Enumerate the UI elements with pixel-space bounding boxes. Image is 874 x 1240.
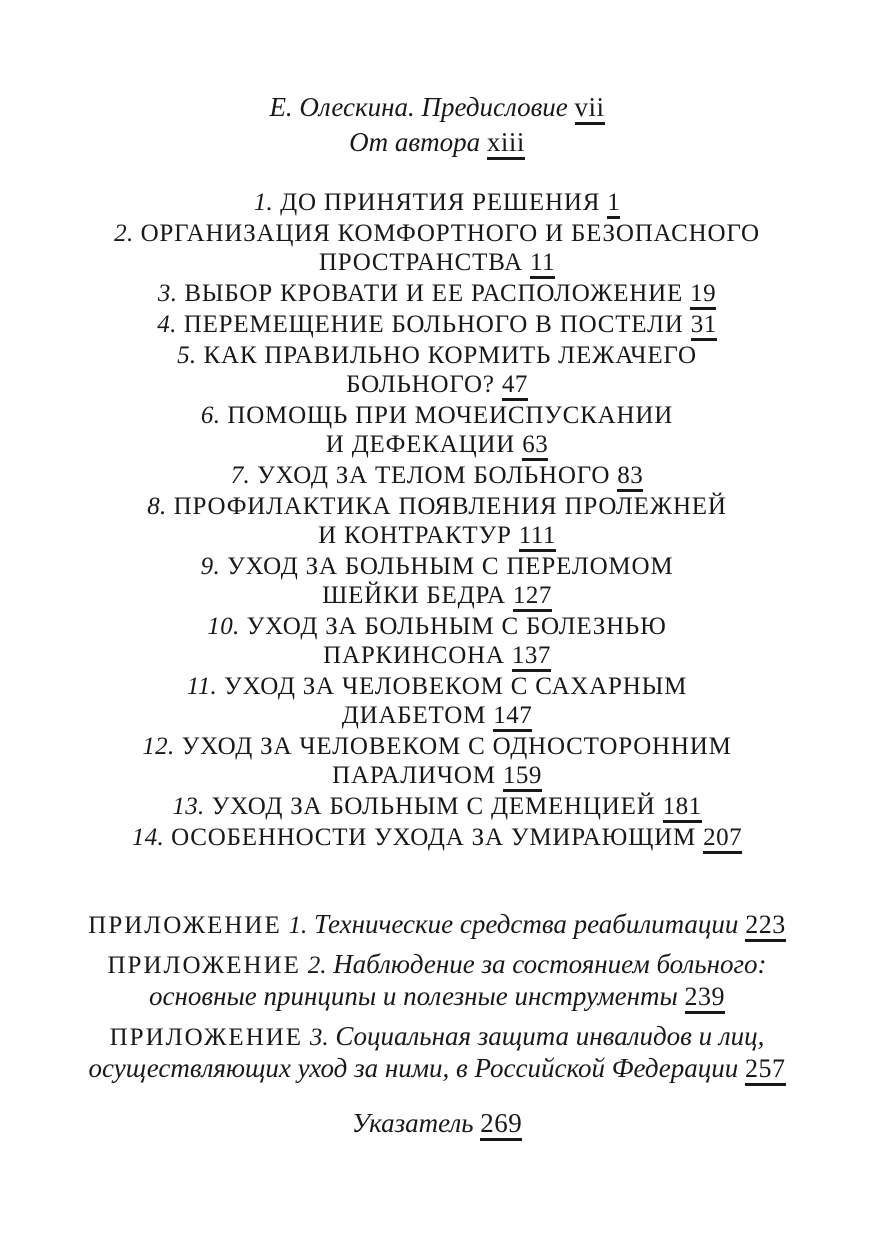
appendix-label: ПРИЛОЖЕНИЕ	[88, 912, 282, 939]
chapter-entry	[0, 672, 874, 732]
appendix-entry	[0, 1021, 874, 1086]
chapter-title: ПАРКИНСОНА	[323, 642, 505, 669]
chapter-title: ОСОБЕННОСТИ УХОДА ЗА УМИРАЮЩИМ	[171, 824, 696, 851]
page-link[interactable]: 83	[617, 463, 643, 492]
chapter-title: ПРОФИЛАКТИКА ПОЯВЛЕНИЯ ПРОЛЕЖНЕЙ	[173, 493, 727, 520]
page-link[interactable]: vii	[575, 94, 605, 125]
chapter-line	[0, 341, 874, 370]
appendix-number: 2.	[307, 952, 327, 979]
page-link[interactable]: 239	[685, 984, 726, 1014]
chapter-line	[0, 279, 874, 310]
appendix-title: Технические средства реабилитации	[314, 909, 739, 939]
chapter-number: 9.	[200, 553, 220, 580]
chapter-number: 10.	[207, 613, 240, 640]
chapter-line	[0, 792, 874, 823]
page-link[interactable]: 11	[530, 250, 555, 279]
chapter-title: ПОМОЩЬ ПРИ МОЧЕИСПУСКАНИИ	[227, 402, 674, 429]
chapter-entry	[0, 732, 874, 792]
frontmatter	[0, 90, 874, 160]
chapter-line	[0, 761, 874, 792]
chapter-entry	[0, 492, 874, 552]
chapter-line	[0, 581, 874, 612]
page-link[interactable]: 181	[663, 794, 702, 823]
chapter-title: ШЕЙКИ БЕДРА	[322, 582, 506, 609]
page-link[interactable]: 19	[690, 281, 716, 310]
page-link[interactable]: 127	[513, 583, 552, 612]
chapter-number: 4.	[157, 311, 177, 338]
page-link[interactable]: 47	[502, 372, 528, 401]
chapter-entry	[0, 612, 874, 672]
page-link[interactable]: 111	[519, 523, 556, 552]
chapter-line	[0, 612, 874, 641]
chapter-entry	[0, 823, 874, 854]
chapter-line	[0, 641, 874, 672]
frontmatter-entry	[0, 90, 874, 125]
chapter-line	[0, 310, 874, 341]
chapter-line	[0, 672, 874, 701]
page-link[interactable]: 207	[703, 825, 742, 854]
index-entry	[0, 1108, 874, 1141]
page-link[interactable]: 223	[745, 912, 786, 942]
appendix-number: 1.	[288, 912, 308, 939]
page-link[interactable]: 257	[745, 1056, 786, 1086]
chapter-number: 7.	[230, 462, 251, 489]
chapter-line	[0, 430, 874, 461]
page-link[interactable]: 269	[480, 1110, 522, 1141]
appendix-label: ПРИЛОЖЕНИЕ	[107, 952, 301, 979]
chapter-number: 11.	[186, 673, 218, 700]
chapter-title: УХОД ЗА БОЛЬНЫМ С ДЕМЕНЦИЕЙ	[211, 793, 656, 820]
appendix-title: Социальная защита инвалидов и лиц,	[335, 1021, 765, 1051]
chapter-line	[0, 248, 874, 279]
chapter-entry	[0, 341, 874, 401]
page-link[interactable]: 31	[691, 312, 717, 341]
index-title: Указатель	[351, 1108, 474, 1138]
chapter-number: 6.	[200, 402, 221, 429]
chapter-line	[0, 401, 874, 430]
frontmatter-entry	[0, 125, 874, 160]
chapter-line	[0, 823, 874, 854]
page-link[interactable]: 63	[522, 432, 548, 461]
chapter-line	[0, 219, 874, 248]
chapter-number: 5.	[177, 342, 197, 369]
chapter-entry	[0, 461, 874, 492]
chapter-title: ДО ПРИНЯТИЯ РЕШЕНИЯ	[280, 189, 601, 216]
chapter-line	[0, 552, 874, 581]
chapter-number: 3.	[157, 280, 178, 307]
page-link[interactable]: 137	[512, 643, 551, 672]
chapter-title: БОЛЬНОГО?	[346, 371, 495, 398]
chapter-entry	[0, 401, 874, 461]
chapter-number: 8.	[147, 493, 167, 520]
chapter-number: 2.	[114, 220, 134, 247]
chapter-entry	[0, 792, 874, 823]
appendix-title: основные принципы и полезные инструменты	[148, 981, 678, 1011]
page-link[interactable]: 1	[607, 190, 620, 219]
chapter-title: ВЫБОР КРОВАТИ И ЕЕ РАСПОЛОЖЕНИЕ	[184, 280, 684, 307]
chapter-line	[0, 732, 874, 761]
chapter-title: УХОД ЗА ЧЕЛОВЕКОМ С ОДНОСТОРОННИМ	[181, 733, 732, 760]
chapter-title: И ДЕФЕКАЦИИ	[325, 431, 516, 458]
chapter-line	[0, 370, 874, 401]
chapter-line	[0, 492, 874, 521]
appendix-title: Наблюдение за состоянием больного:	[333, 949, 767, 979]
appendix-label: ПРИЛОЖЕНИЕ	[109, 1024, 304, 1051]
chapter-title: И КОНТРАКТУР	[318, 522, 512, 549]
appendix-line	[0, 949, 874, 981]
chapter-entry	[0, 219, 874, 279]
chapter-list	[0, 188, 874, 854]
chapter-title: ПРОСТРАНСТВА	[318, 249, 523, 276]
chapter-title: УХОД ЗА ЧЕЛОВЕКОМ С САХАРНЫМ	[224, 673, 688, 700]
chapter-number: 14.	[131, 824, 165, 851]
page-link[interactable]: xiii	[487, 129, 525, 160]
appendix-entry	[0, 909, 874, 942]
page-link[interactable]: 147	[493, 703, 532, 732]
chapter-line	[0, 701, 874, 732]
chapter-line	[0, 521, 874, 552]
chapter-entry	[0, 188, 874, 219]
chapter-number: 12.	[142, 733, 175, 760]
appendix-line	[0, 1053, 874, 1086]
chapter-title: УХОД ЗА БОЛЬНЫМ С БОЛЕЗНЬЮ	[246, 613, 667, 640]
chapter-line	[0, 188, 874, 219]
chapter-title: УХОД ЗА ТЕЛОМ БОЛЬНОГО	[257, 462, 611, 489]
chapter-number: 1.	[253, 189, 274, 216]
appendix-line	[0, 1021, 874, 1053]
appendix-number: 3.	[309, 1024, 329, 1051]
chapter-line	[0, 461, 874, 492]
appendix-entry	[0, 949, 874, 1014]
chapter-entry	[0, 552, 874, 612]
chapter-title: ПЕРЕМЕЩЕНИЕ БОЛЬНОГО В ПОСТЕЛИ	[183, 311, 684, 338]
chapter-title: УХОД ЗА БОЛЬНЫМ С ПЕРЕЛОМОМ	[227, 553, 674, 580]
chapter-title: ПАРАЛИЧОМ	[332, 762, 496, 789]
chapter-title: ОРГАНИЗАЦИЯ КОМФОРТНОГО И БЕЗОПАСНОГО	[140, 220, 760, 247]
page-link[interactable]: 159	[503, 763, 542, 792]
frontmatter-title: Е. Олескина. Предисловие	[269, 92, 568, 122]
appendix-title: осуществляющих уход за ними, в Российской Федерации	[88, 1053, 739, 1083]
frontmatter-title: От автора	[349, 127, 481, 157]
chapter-entry	[0, 279, 874, 310]
chapter-entry	[0, 310, 874, 341]
appendix-line	[0, 981, 874, 1014]
chapter-number: 13.	[172, 793, 205, 820]
appendix-list	[0, 909, 874, 1086]
appendix-line	[0, 909, 874, 942]
chapter-title: ДИАБЕТОМ	[341, 702, 487, 729]
chapter-title: КАК ПРАВИЛЬНО КОРМИТЬ ЛЕЖАЧЕГО	[203, 342, 697, 369]
